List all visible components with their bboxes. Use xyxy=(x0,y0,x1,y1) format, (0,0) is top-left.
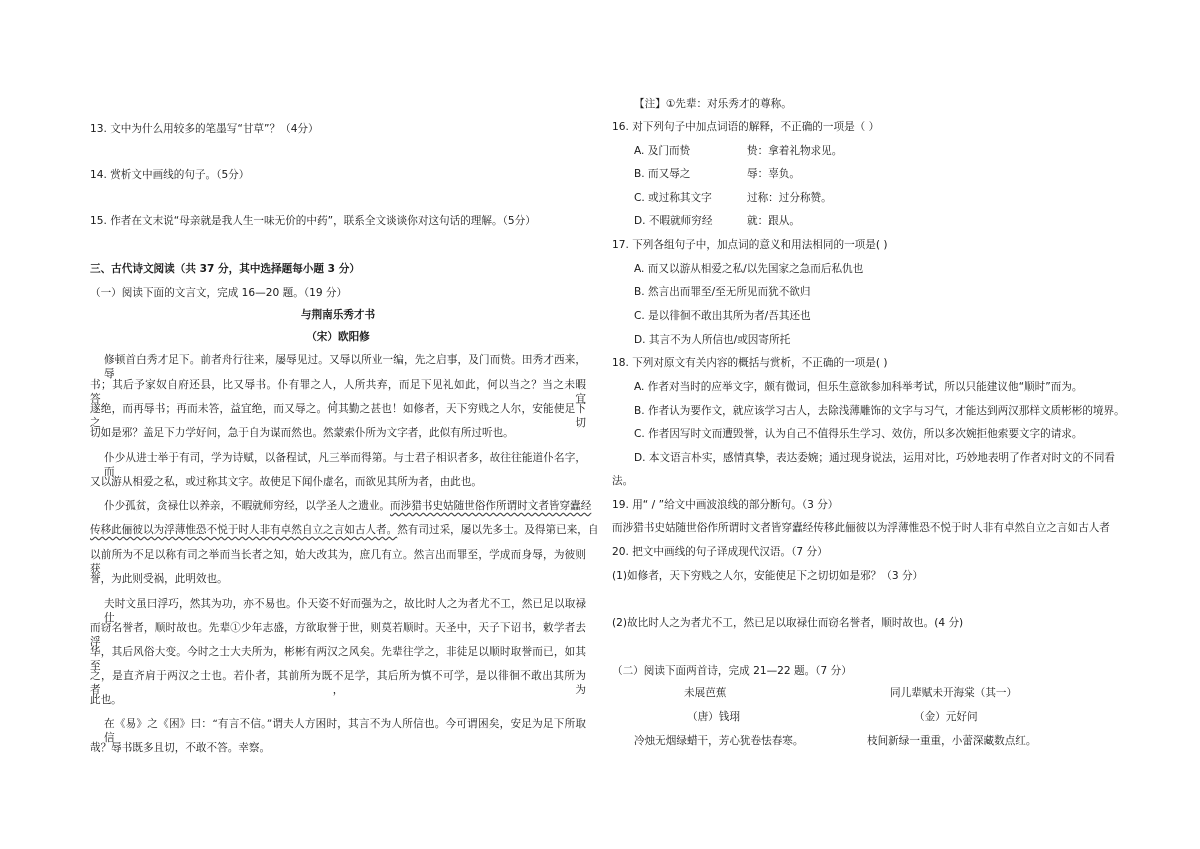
paragraph-4-line: 夫时文虽曰浮巧，然其为功，亦不易也。仆天姿不好而强为之，故比时人之为者尤不工，然已足以取禄仕 xyxy=(104,598,586,624)
question-19: 19. 用“ / ”给文中画波浪线的部分断句。（3 分） xyxy=(612,499,839,511)
q17-option-d: D. 其言不为人所信也/或因寄所托 xyxy=(634,334,791,346)
poem-1-title: 未展芭蕉 xyxy=(684,687,727,699)
question-14: 14. 赏析文中画线的句子。（5分） xyxy=(90,169,250,181)
question-16: 16. 对下列句子中加点词语的解释，不正确的一项是（ ） xyxy=(612,121,880,133)
paragraph-5-line: 在《易》之《困》曰：“有言不信。”谓夫人方困时，其言不为人所信也。今可谓困矣，安足为足下所取信 xyxy=(104,718,586,744)
essay-author: （宋）欧阳修 xyxy=(306,331,370,343)
q16-option-b-gloss: 辱：辜负。 xyxy=(747,168,800,180)
poem-2-title: 同儿辈赋未开海棠（其一） xyxy=(890,687,1018,699)
essay-title: 与荆南乐秀才书 xyxy=(300,309,376,321)
q17-option-c: C. 是以徘徊不敢出其所为者/吾其还也 xyxy=(634,310,811,322)
q17-option-b: B. 然言出而罪至/至无所见而犹不欲归 xyxy=(634,286,811,298)
question-18: 18. 下列对原文有关内容的概括与赏析，不正确的一项是( ) xyxy=(612,357,888,369)
subsection-2-title: （二）阅读下面两首诗，完成 21—22 题。（7 分） xyxy=(612,665,852,677)
subsection-1-title: （一）阅读下面的文言文，完成 16—20 题。（19 分） xyxy=(90,287,348,299)
question-15: 15. 作者在文末说“母亲就是我人生一味无价的中药”，联系全文谈谈你对这句话的理解。（5分） xyxy=(90,215,536,227)
q17-option-a: A. 而又以游从相爱之私/以先国家之急而后私仇也 xyxy=(634,263,864,275)
wavy-underlined-text: 而涉猎书史姑随世俗作所谓时文者皆穿蠹经 xyxy=(390,500,592,512)
wavy-underlined-text: 传移此俪彼以为浮薄惟恐不悦于时人非有卓然自立之言如古人者。 xyxy=(90,524,398,536)
poem-2-line: 枝间新绿一重重，小蕾深藏数点红。 xyxy=(867,735,1037,747)
q16-option-c: C. 或过称其文字 xyxy=(634,192,712,204)
paragraph-1-line: 修顿首白秀才足下。前者舟行往来，屡辱见过。又辱以所业一编，先之启事，及门而贽。田秀才西来，辱 xyxy=(104,354,586,380)
q16-option-d: D. 不暇就师穷经 xyxy=(634,215,713,227)
paragraph-1-line: 书；其后予家奴自府还县，比又辱书。仆有罪之人，人所共弃，而足下见礼如此，何以当之？当之未暇答，宜 xyxy=(90,379,586,405)
q18-option-b: B. 作者认为要作文，就应该学习古人，去除浅薄雕饰的文字与习气，才能达到两汉那样文质彬彬的境界。 xyxy=(634,405,1125,417)
question-13: 13. 文中为什么用较多的笔墨写“甘草”？（4分） xyxy=(90,123,319,135)
poem-1-author: （唐）钱珝 xyxy=(687,711,740,723)
paragraph-3-line: 以前所为不足以称有司之举而当长者之知，始大改其为，庶几有立。然言出而罪至，学成而身辱，为彼则获 xyxy=(90,549,586,575)
paragraph-4-line: 之，是直齐肩于两汉之士也。若仆者，其前所为既不足学，其后所为慎不可学，是以徘徊不敢出其所为者，为 xyxy=(90,670,586,696)
section-3-title: 三、古代诗文阅读（共 37 分，其中选择题每小题 3 分） xyxy=(90,263,360,275)
q18-option-a: A. 作者对当时的应举文字，颇有微词，但乐生意欲参加科举考试，所以只能建议他“顺时”而为。 xyxy=(634,381,1083,393)
q19-text: 而涉猎书史姑随世俗作所谓时文者皆穿蠹经传移此俪彼以为浮薄惟恐不悦于时人非有卓然自立之言如古人者 xyxy=(612,522,1110,534)
poem-1-line: 冷烛无烟绿蜡干，芳心犹卷怯春寒。 xyxy=(634,735,804,747)
paragraph-2-line: 又以游从相爱之私，或过称其文字。故使足下闻仆虚名，而欲见其所为者，由此也。 xyxy=(90,476,482,488)
paragraph-5-line: 哉？辱书既多且切，不敢不答。幸察。 xyxy=(90,742,271,754)
question-17: 17. 下列各组句子中，加点词的意义和用法相同的一项是( ) xyxy=(612,239,888,251)
paragraph-1-line: 切如是邪？盖足下力学好问，急于自为谋而然也。然蒙索仆所为文字者，此似有所过听也。 xyxy=(90,427,514,439)
q20-part-1: (1)如修者，天下穷贱之人尔，安能使足下之切切如是邪？（3 分） xyxy=(612,570,924,582)
poem-2-author: （金）元好问 xyxy=(914,711,978,723)
question-20: 20. 把文中画线的句子译成现代汉语。（7 分） xyxy=(612,546,828,558)
q16-option-a-gloss: 贽：拿着礼物求见。 xyxy=(747,145,843,157)
q16-option-d-gloss: 就：跟从。 xyxy=(747,215,800,227)
paragraph-3-line: 誉，为此则受祸，此明效也。 xyxy=(90,573,228,585)
paragraph-3-text: 仆少孤贫，贪禄仕以养亲，不暇就师穷经，以学圣人之遗业。 xyxy=(104,500,391,512)
paragraph-3-text: 然有司过采，屡以先多士。及得第已来，自 xyxy=(397,524,599,536)
paragraph-4-line: 此也。 xyxy=(90,694,122,706)
q18-option-d: D. 本文语言朴实，感情真挚，表达委婉；通过现身说法，运用对比，巧妙地表明了作者对时文的不同看 xyxy=(634,452,1116,464)
paragraph-2-line: 仆少从进士举于有司，学为诗赋，以备程试，凡三举而得第。与士君子相识者多，故往往能道仆名字，而 xyxy=(104,452,586,478)
footnote: 【注】①先辈：对乐秀才的尊称。 xyxy=(634,98,792,110)
paragraph-4-line: 华，其后风俗大变。今时之士大夫所为，彬彬有两汉之风矣。先辈往学之，非徒足以顺时取誉而已，如其至 xyxy=(90,646,586,672)
paragraph-1-line: 遂绝，而再辱书；再而未答，益宜绝，而又辱之。何其勤之甚也！如修者，天下穷贱之人尔，安能使足下之切 xyxy=(90,403,586,429)
q16-option-a: A. 及门而贽 xyxy=(634,145,691,157)
q16-option-b: B. 而又辱之 xyxy=(634,168,691,180)
q18-option-c: C. 作者因写时文而遭毁誉，认为自己不值得乐生学习、效仿，所以多次婉拒他索要文字的请求。 xyxy=(634,428,1083,440)
paragraph-3-line xyxy=(104,499,591,513)
paragraph-3-line xyxy=(90,523,599,537)
q18-option-d-continued: 法。 xyxy=(612,475,634,487)
q16-option-c-gloss: 过称：过分称赞。 xyxy=(747,192,832,204)
paragraph-4-line: 而窃名誉者，顺时故也。先辈①少年志盛，方欲取誉于世，则莫若顺时。天圣中，天子下诏书，敕学者去浮 xyxy=(90,622,586,648)
q20-part-2: (2)故比时人之为者尤不工，然已足以取禄仕而窃名誉者，顺时故也。(4 分) xyxy=(612,617,964,629)
